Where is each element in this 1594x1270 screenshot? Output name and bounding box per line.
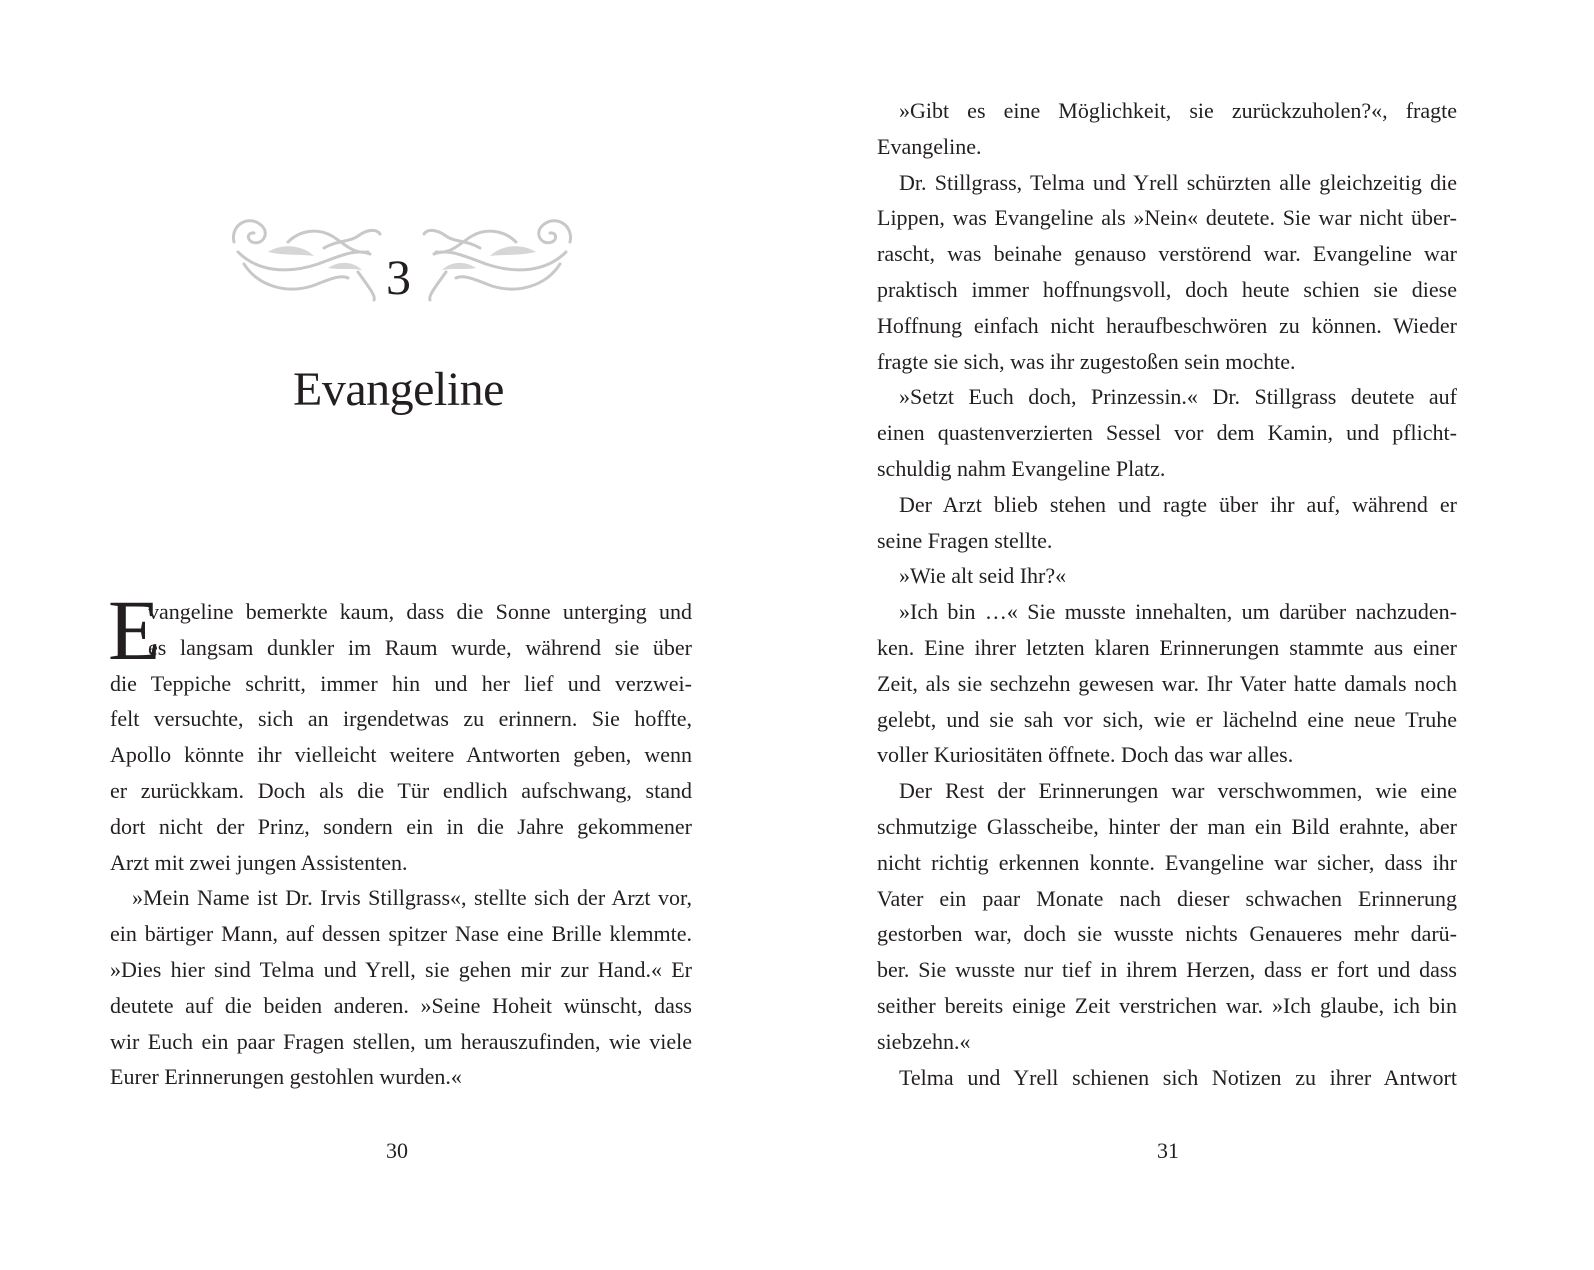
text-line: »Gibt es eine Möglichkeit, sie zurückzuholen?«, fragte (899, 98, 1457, 123)
text-line: Apollo könnte ihr vielleicht weitere Antworten geben, wenn (110, 742, 692, 768)
text-line: ber. Sie wusste nur tief in ihrem Herzen, dass er fort und dass (877, 957, 1457, 983)
text-line: Lippen, was Evangeline als »Nein« deutete. Sie war nicht über- (877, 205, 1457, 231)
page-number: 31 (1157, 1138, 1179, 1163)
text-line: dort nicht der Prinz, sondern ein in die Jahre gekommener (110, 813, 692, 839)
right-page (797, 0, 1594, 1270)
text-line: Zeit, als sie sechzehn gewesen war. Ihr Vater hatte damals noch (877, 670, 1457, 696)
text-line: »Setzt Euch doch, Prinzessin.« Dr. Stillgrass deutete auf (899, 384, 1457, 410)
text-line: voller Kuriositäten öffnete. Doch das war alles. (877, 742, 1294, 768)
text-line: die Teppiche schritt, immer hin und her lief und verzwei- (110, 670, 692, 696)
text-line: er zurückkam. Doch als die Tür endlich aufschwang, stand (110, 777, 692, 803)
page-number: 30 (386, 1138, 408, 1163)
text-line: gestorben war, doch sie wusste nichts Genaueres mehr darü- (877, 921, 1457, 947)
text-line: »Mein Name ist Dr. Irvis Stillgrass«, stellte sich der Arzt vor, (132, 885, 692, 911)
text-line: Der Rest der Erinnerungen war verschwommen, wie eine (899, 778, 1457, 804)
text-line: vangeline bemerkte kaum, dass die Sonne unterging und (148, 599, 692, 624)
text-line: schmutzige Glasscheibe, hinter der man ein Bild erahnte, aber (877, 813, 1457, 839)
text-line: seither bereits einige Zeit verstrichen war. »Ich glaube, ich bin (877, 992, 1457, 1018)
text-line: Vater ein paar Monate nach dieser schwachen Erinnerung (877, 885, 1457, 911)
text-line: ein bärtiger Mann, auf dessen spitzer Nase eine Brille klemmte. (110, 921, 692, 947)
chapter-title: Evangeline (293, 363, 504, 416)
text-line: deutete auf die beiden anderen. »Seine Hoheit wünscht, dass (110, 992, 692, 1018)
text-line: gelebt, und sie sah vor sich, wie er lächelnd eine neue Truhe (877, 706, 1457, 732)
text-line: rascht, was beinahe genauso verstörend war. Evangeline war (877, 241, 1457, 267)
text-line: Eurer Erinnerungen gestohlen wurden.« (110, 1064, 462, 1090)
text-line: ken. Eine ihrer letzten klaren Erinnerungen stammte aus einer (877, 634, 1457, 660)
text-line: fragte sie sich, was ihr zugestoßen sein mochte. (877, 348, 1296, 374)
text-line: siebzehn.« (877, 1028, 971, 1054)
text-line: nicht richtig erkennen konnte. Evangeline war sicher, dass ihr (877, 849, 1457, 875)
text-line: einen quastenverzierten Sessel vor dem Kamin, und pflicht- (877, 420, 1457, 446)
text-line: »Ich bin …« Sie musste innehalten, um darüber nachzuden- (899, 599, 1457, 625)
chapter-number: 3 (386, 249, 411, 305)
drop-cap: E (108, 582, 161, 678)
text-line: Telma und Yrell schienen sich Notizen zu ihrer Antwort (899, 1064, 1457, 1090)
text-line: Dr. Stillgrass, Telma und Yrell schürzten alle gleichzeitig die (899, 169, 1457, 195)
text-line: Hoffnung einfach nicht heraufbeschwören zu können. Wieder (877, 312, 1457, 338)
text-line: seine Fragen stellte. (877, 527, 1053, 553)
text-line: praktisch immer hoffnungsvoll, doch heute schien sie diese (877, 276, 1457, 302)
text-line: Evangeline. (877, 133, 982, 159)
text-line: wir Euch ein paar Fragen stellen, um herauszufinden, wie viele (110, 1028, 692, 1054)
text-line: es langsam dunkler im Raum wurde, während sie über (148, 634, 692, 660)
left-body-text (108, 582, 692, 1095)
text-line: schuldig nahm Evangeline Platz. (877, 455, 1166, 481)
text-line: felt versuchte, sich an irgendetwas zu erinnern. Sie hoffte, (110, 706, 692, 732)
text-line: Der Arzt blieb stehen und ragte über ihr auf, während er (899, 491, 1457, 517)
text-line: »Dies hier sind Telma und Yrell, sie gehen mir zur Hand.« Er (110, 956, 692, 982)
text-line: »Wie alt seid Ihr?« (899, 563, 1067, 589)
text-line: Arzt mit zwei jungen Assistenten. (110, 849, 408, 875)
right-body-text (877, 93, 1457, 1095)
